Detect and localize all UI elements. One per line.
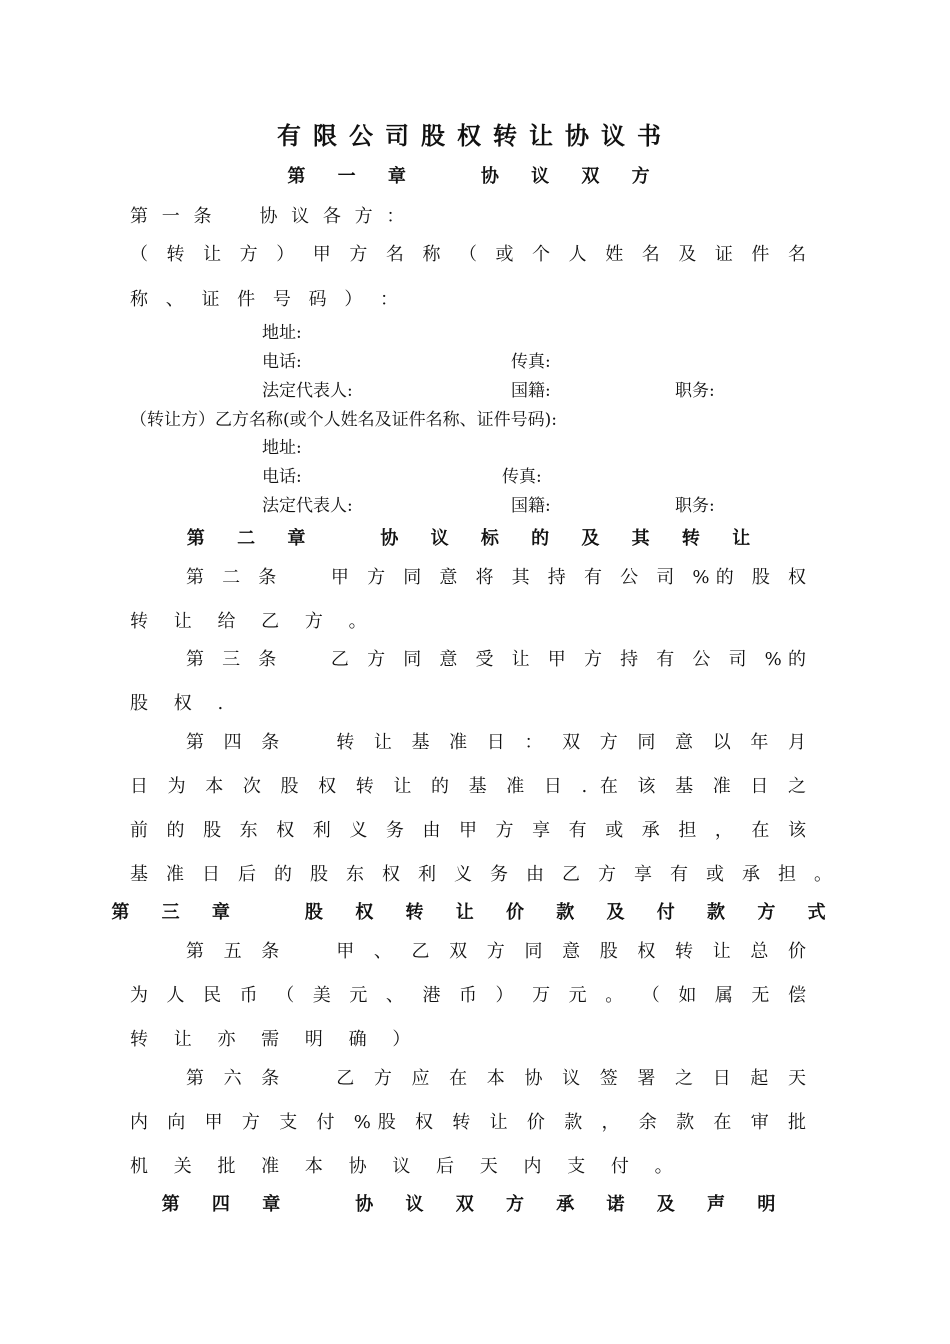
article-4-line-2: 日 为 本 次 股 权 转 让 的 基 准 日 . 在 该 基 准 日 之	[130, 776, 806, 797]
party-a-representative: 法定代表人:	[262, 381, 353, 401]
document-title: 有限公司股权转让协议书	[277, 121, 673, 150]
chapter-4-heading: 第 四 章 协 议 双 方 承 诺 及 声 明	[161, 1194, 789, 1215]
party-b-position: 职务:	[675, 496, 715, 516]
party-a-line-1: （ 转 让 方 ） 甲 方 名 称 （ 或 个 人 姓 名 及 证 件 名	[130, 244, 806, 265]
party-a-line-2: 称 、 证 件 号 码 ） ：	[130, 289, 405, 310]
article-4-line-3: 前 的 股 东 权 利 义 务 由 甲 方 享 有 或 承 担 ， 在 该	[130, 820, 806, 841]
article-4-line-4: 基 准 日 后 的 股 东 权 利 义 务 由 乙 方 享 有 或 承 担 。	[130, 864, 832, 885]
chapter-3-heading: 第 三 章 股 权 转 让 价 款 及 付 款 方 式	[111, 902, 839, 923]
article-1-label: 第 一 条 协 议 各 方 ：	[130, 206, 409, 227]
article-3-line-1: 第 三 条 乙 方 同 意 受 让 甲 方 持 有 公 司 %的	[186, 649, 806, 670]
article-5-line-2: 为 人 民 币 （ 美 元 、 港 币 ） 万 元 。 （ 如 属 无 偿	[130, 985, 806, 1006]
party-b-nationality: 国籍:	[511, 496, 551, 516]
article-5-line-3: 转 让 亦 需 明 确 ）	[130, 1029, 421, 1050]
article-6-line-3: 机 关 批 准 本 协 议 后 天 内 支 付 。	[130, 1156, 683, 1177]
article-2-line-2: 转 让 给 乙 方 。	[130, 611, 377, 632]
article-2-line-1: 第 二 条 甲 方 同 意 将 其 持 有 公 司 %的 股 权	[186, 567, 806, 588]
party-b-fax: 传真:	[502, 467, 542, 487]
party-b-line: （转让方）乙方名称(或个人姓名及证件名称、证件号码):	[130, 410, 557, 430]
party-a-address: 地址:	[262, 323, 302, 343]
party-a-phone: 电话:	[262, 352, 302, 372]
article-4-line-1: 第 四 条 转 让 基 准 日 ： 双 方 同 意 以 年 月	[186, 732, 806, 753]
article-5-line-1: 第 五 条 甲 、 乙 双 方 同 意 股 权 转 让 总 价	[186, 941, 806, 962]
article-3-line-2: 股 权 .	[130, 693, 234, 714]
party-b-phone: 电话:	[262, 467, 302, 487]
article-6-line-2: 内 向 甲 方 支 付 %股 权 转 让 价 款 ， 余 款 在 审 批	[130, 1112, 806, 1133]
chapter-2-heading: 第 二 章 协 议 标 的 及 其 转 让	[186, 528, 764, 549]
party-b-address: 地址:	[262, 438, 302, 458]
party-a-fax: 传真:	[511, 352, 551, 372]
party-b-representative: 法定代表人:	[262, 496, 353, 516]
chapter-1-heading: 第 一 章 协 议 双 方	[287, 166, 663, 187]
party-a-position: 职务:	[675, 381, 715, 401]
article-6-line-1: 第 六 条 乙 方 应 在 本 协 议 签 署 之 日 起 天	[186, 1068, 806, 1089]
party-a-nationality: 国籍:	[511, 381, 551, 401]
